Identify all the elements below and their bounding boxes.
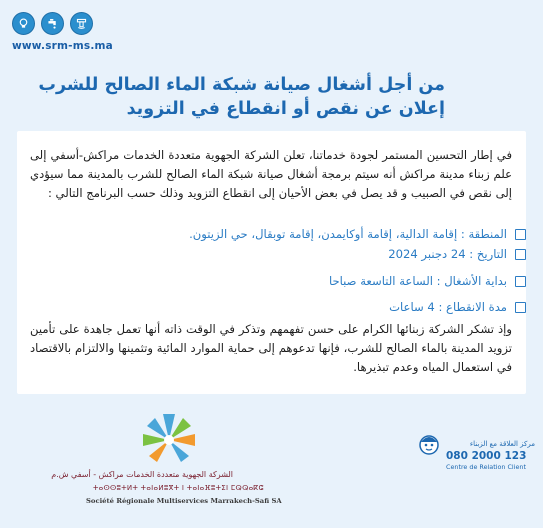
schedule-item-start: [166, 272, 526, 290]
page-subtitle: إعلان عن نقص أو انقطاع في التزويد: [126, 99, 445, 119]
customer-center-label-french: Centre de Relation Client: [446, 463, 526, 471]
company-name-french: Société Régionale Multiservices Marrakech-Safi SA: [86, 497, 282, 505]
company-name-arabic: الشركة الجهوية متعددة الخدمات مراكش - أسفي ش.م: [51, 470, 233, 479]
website-link[interactable]: www.srm-ms.ma: [12, 40, 113, 52]
schedule-text: مدة الانقطاع : 4 ساعات: [389, 300, 507, 314]
page-title: من أجل أشغال صيانة شبكة الماء الصالح للشرب: [38, 75, 445, 95]
checkbox-icon: [515, 302, 526, 313]
company-logo: [51, 400, 264, 525]
schedule-item-duration: [166, 298, 526, 316]
lightbulb-icon: [12, 12, 35, 35]
mascot-icon: [417, 432, 441, 456]
customer-center-label: مركز العلاقة مع الزبناء: [469, 440, 535, 448]
schedule-item-date: [166, 245, 526, 263]
checkbox-icon: [515, 249, 526, 260]
closing-paragraph: وإذ تشكر الشركة زبنائها الكرام على حسن تفهمهم وتذكر في الوقت ذاته أنها تعمل جاهدة على تأمين تزويد المدينة بالماء الصالح للشرب، فإنها تدعوهم إلى حماية الموارد المائية وتثمينها والالتزام بالاقتصاد في استعمال المياه وعدم تبذيرها.: [30, 322, 512, 374]
checkbox-icon: [515, 229, 526, 240]
schedule-text: المنطقة : إقامة الدالية، إقامة أوكايمدن، إقامة توبقال، حي الزيتون.: [189, 227, 507, 241]
service-icons: [12, 12, 93, 35]
schedule-item-zone: [166, 225, 526, 243]
customer-center-phone[interactable]: 080 2000 123: [446, 450, 527, 462]
intro-paragraph: في إطار التحسين المستمر لجودة خدماتنا، تعلن الشركة الجهوية متعددة الخدمات مراكش-أسفي إلى علم زبناء مدينة مراكش أنه سيتم برمجة أشغال صيانة شبكة الماء الصالح للشرب بالمدينة مما سيؤدي إلى نقص في الصبيب و قد يصل في بعض الأحيان إلى انقطاع التزويد وذلك حسب البرنامج التالي :: [30, 148, 512, 200]
checkbox-icon: [515, 276, 526, 287]
drain-pipe-icon: [70, 12, 93, 35]
schedule-text: بداية الأشغال : الساعة التاسعة صباحا: [328, 274, 507, 288]
schedule-text: التاريخ : 24 دجنبر 2024: [388, 247, 507, 261]
company-name-tifinagh: ⵜⴰⵙⵙⵓⵜⵍⵜ ⵜⴰⵏⴰⵍⵓⴳⵜ ⵏ ⵜⴰⵏⴰⴼⵓⵜⵉⵏ ⵎⵕⵕⴰⴽⵛ: [93, 484, 264, 492]
water-tap-icon: [41, 12, 64, 35]
